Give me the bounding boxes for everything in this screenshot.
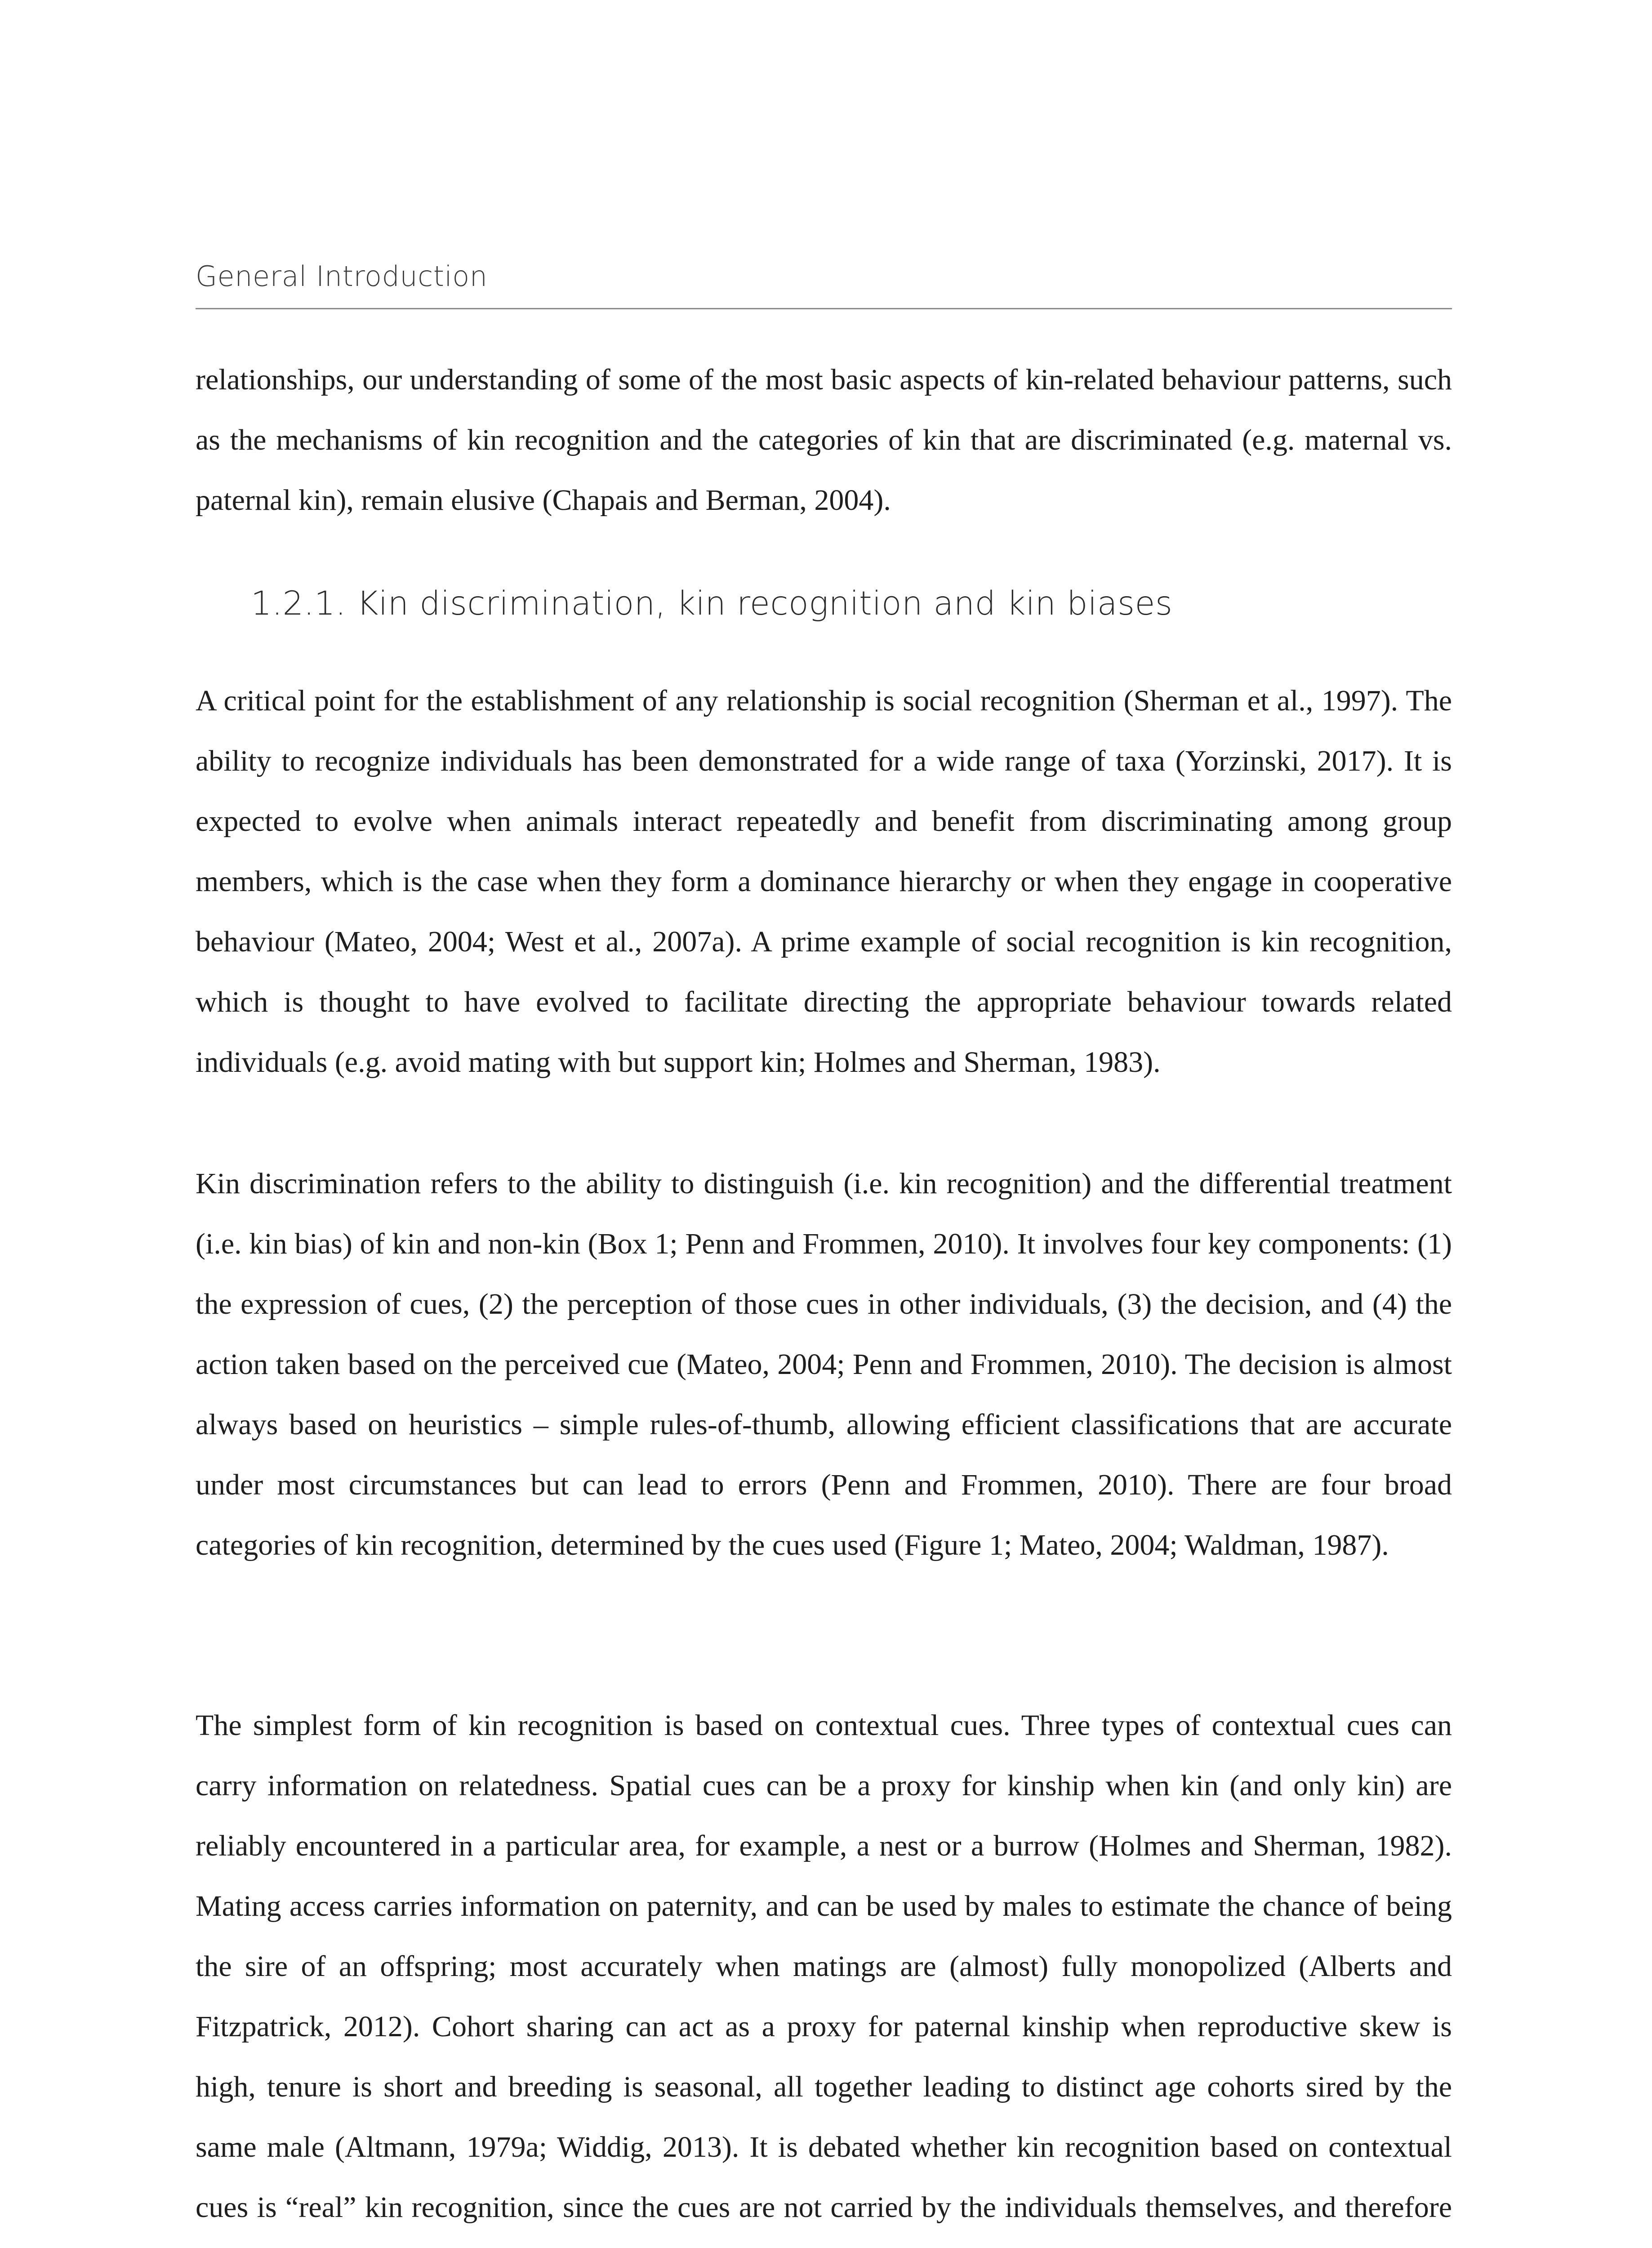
running-header: General Introduction [196,260,488,293]
body-paragraph-contextual-cues [196,1695,1452,2248]
header-rule [196,308,1452,309]
body-paragraph-continuation [196,350,1452,531]
body-paragraph-kin-discrimination [196,1154,1452,1575]
section-heading: 1.2.1. Kin discrimination, kin recognition and kin biases [251,584,1173,623]
paragraph-text: A critical point for the establishment of any relationship is social recognition (Sherman et al., 1997). The ability to recognize individuals has been demonstrated for a wide range of taxa (Yorzinski, 2017). It is expected to evolve when animals interact repeatedly and benefit from discriminating among group members, which is the case when they form a dominance hierarchy or when they engage in cooperative behaviour (Mateo, 2004; West et al., 2007a). A prime example of social recognition is kin recognition, which is thought to have evolved to facilitate directing the appropriate behaviour towards related individuals (e.g. avoid mating with but support kin; Holmes and Sherman, 1983). [196,684,1452,1079]
paragraph-text: Kin discrimination refers to the ability to distinguish (i.e. kin recognition) and the differential treatment (i.e. kin bias) of kin and non-kin (Box 1; Penn and Frommen, 2010). It involves four key components: (1) the expression of cues, (2) the perception of those cues in other individuals, (3) the decision, and (4) the action taken based on the perceived cue (Mateo, 2004; Penn and Frommen, 2010). The decision is almost always based on heuristics – simple rules-of-thumb, allowing efficient classifications that are accurate under most circumstances but can lead to errors (Penn and Frommen, 2010). There are four broad categories of kin recognition, determined by the cues used (Figure 1; Mateo, 2004; Waldman, 1987). [196,1167,1452,1561]
paragraph-text: relationships, our understanding of some of the most basic aspects of kin-related behaviour patterns, such as the mechanisms of kin recognition and the categories of kin that are discriminated (e.g. maternal vs. paternal kin), remain elusive (Chapais and Berman, 2004). [196,363,1452,517]
paragraph-text: The simplest form of kin recognition is based on contextual cues. Three types of contextual cues can carry information on relatedness. Spatial cues can be a proxy for kinship when kin (and only kin) are reliably encountered in a particular area, for example, a nest or a burrow (Holmes and Sherman, 1982). Mating access carries information on paternity, and can be used by males to estimate the chance of being the sire of an offspring; most accurately when matings are (almost) fully monopolized (Alberts and Fitzpatrick, 2012). Cohort sharing can act as a proxy for paternal kinship when reproductive skew is high, tenure is short and breeding is seasonal, all together leading to distinct age cohorts sired by the same male (Altmann, 1979a; Widdig, 2013). It is debated whether kin recognition based on contextual cues is “real” kin recognition, since the cues are not carried by the individuals themselves, and therefore [196,1709,1452,2224]
body-paragraph-social-recognition [196,671,1452,1093]
